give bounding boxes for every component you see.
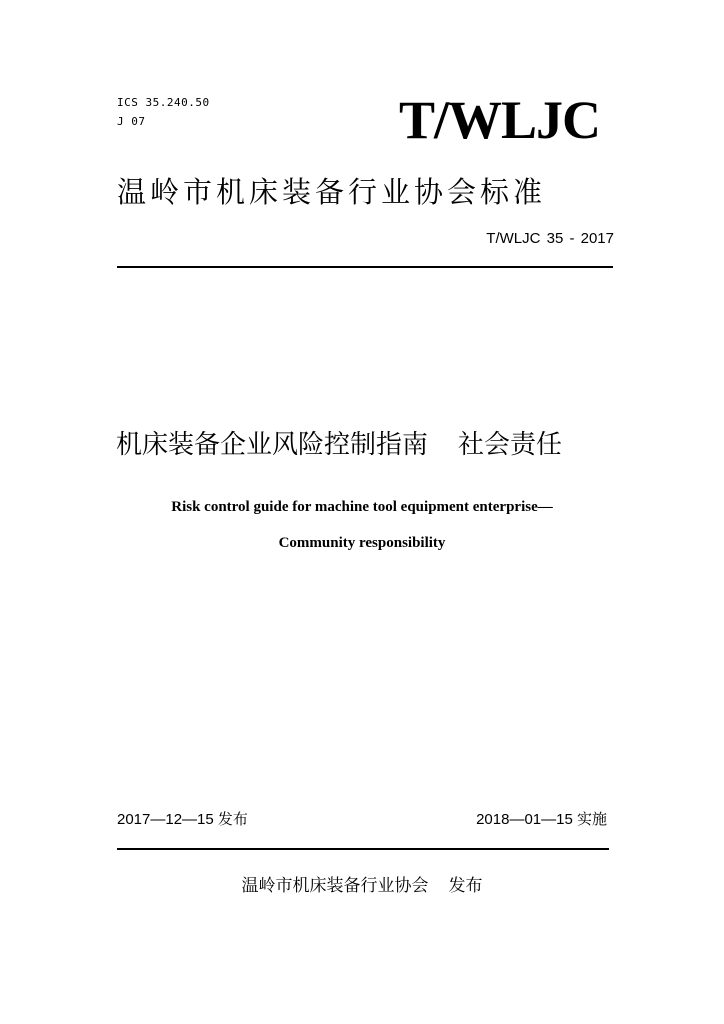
publish-label: 发布	[448, 876, 483, 896]
chinese-title	[116, 425, 608, 465]
ics-code: ICS 35.240.50	[117, 96, 210, 109]
english-title-line1: Risk control guide for machine tool equipment enterprise—	[171, 499, 553, 515]
issue-date: 2017—12—15 发布	[117, 811, 248, 828]
publisher-name: 温岭市机床装备行业协会	[241, 876, 429, 896]
ccs-code: J 07	[117, 115, 146, 128]
english-title-line2: Community responsibility	[278, 535, 446, 551]
publisher-line	[0, 874, 724, 898]
chinese-title-sub: 社会责任	[458, 430, 563, 460]
implementation-date: 2018—01—15 实施	[476, 811, 607, 828]
standard-number: T/WLJC 35 - 2017	[486, 230, 614, 247]
top-divider	[117, 266, 613, 268]
standard-logo: T/WLJC	[398, 90, 600, 150]
bottom-divider	[117, 848, 609, 850]
chinese-title-main: 机床装备企业风险控制指南	[116, 430, 429, 460]
association-standard-title: 温岭市机床装备行业协会标准	[117, 175, 547, 209]
